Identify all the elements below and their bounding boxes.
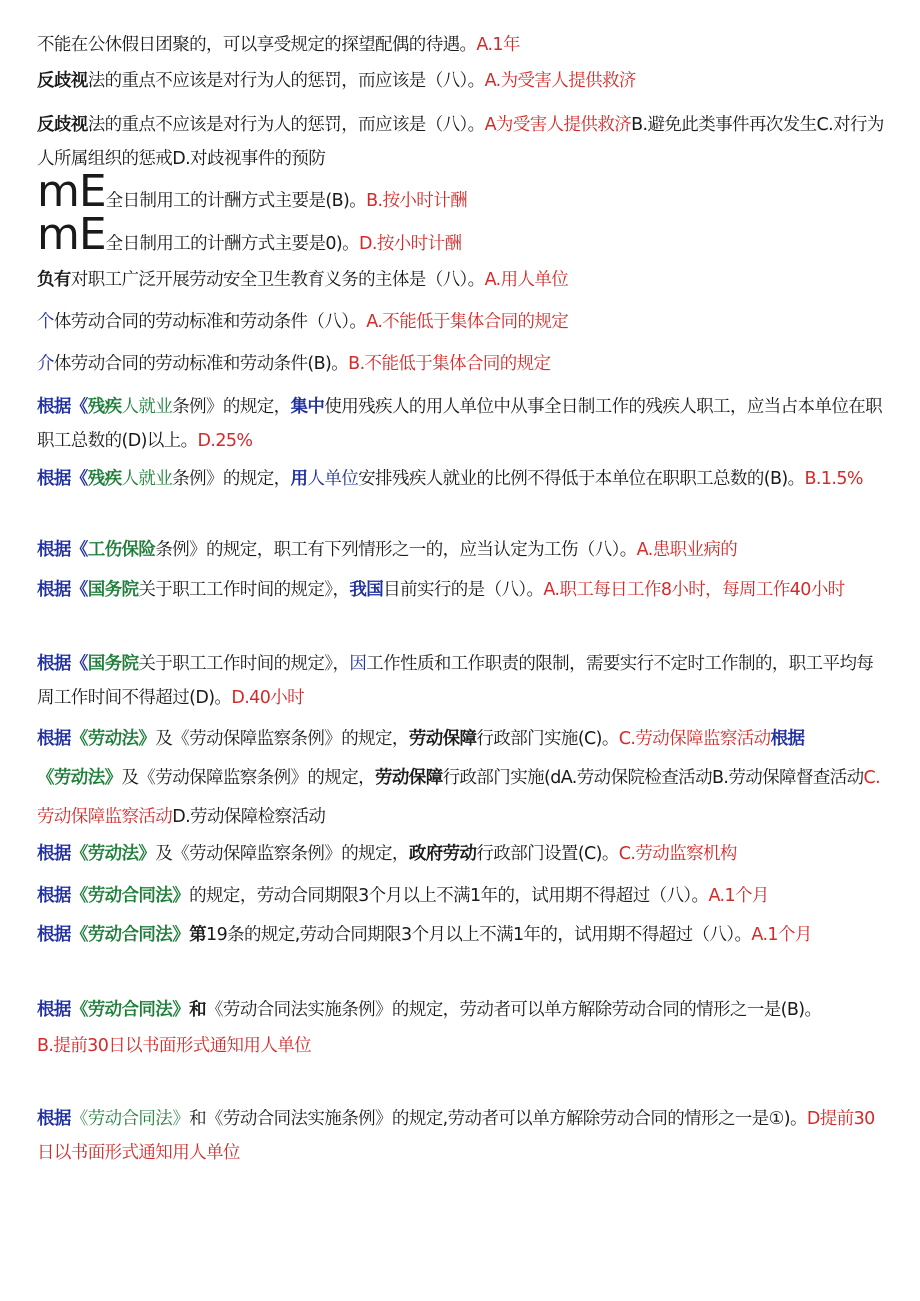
keyword: 根据 [37, 729, 71, 749]
keyword: 根据 [37, 1109, 71, 1129]
law-name: 《劳动合同法》 [70, 1000, 190, 1020]
answer-text: D提前30日以书面形式通知用人单位 [37, 1109, 875, 1163]
question-line [37, 572, 885, 608]
answer-text: A.1个月 [708, 886, 769, 906]
answer-text: A.1个月 [751, 925, 812, 945]
options-text: B.避免此类事件再次发生C.对行为人所属组织的惩戒D.对歧视事件的预防 [37, 115, 884, 169]
answer-text: A.为受害人提供救济 [484, 71, 636, 91]
law-name: 工伤保险 [87, 540, 156, 560]
answer-text: D.25% [197, 431, 253, 451]
question-text: 体劳动合同的劳动标准和劳动条件（八）。 [53, 312, 367, 332]
question-line [37, 917, 885, 953]
question-line [37, 108, 885, 176]
law-name: 残疾 [87, 469, 122, 489]
question-text: 对职工广泛开展劳动安全卫生教育义务的主体是（八）。 [70, 270, 485, 290]
law-name: 《劳动合同法》 [70, 925, 190, 945]
law-name: 《劳动法》 [37, 768, 122, 788]
answer-text: B.不能低于集体合同的规定 [348, 354, 551, 374]
question-text: 关于职工工作时间的规定》， [138, 654, 350, 674]
law-name: 《劳动法》 [70, 729, 156, 749]
question-line [37, 1102, 885, 1170]
answer-text: D.按小时计酬 [359, 234, 462, 254]
keyword: 和 [189, 1000, 207, 1020]
question-line [37, 209, 885, 265]
question-text: 法的重点不应该是对行为人的惩罚，而应该是（八）。 [87, 71, 485, 91]
options-text: 行政部门实施(dA.劳动保院检查活动B.劳动保障督查活动 [442, 768, 864, 788]
question-line [37, 533, 885, 567]
question-text: 体劳动合同的劳动标准和劳动条件(B)。 [53, 354, 349, 374]
keyword: 根据 [37, 925, 71, 945]
answer-text: A.用人单位 [484, 270, 569, 290]
keyword: 根据《 [37, 540, 88, 560]
keyword: 根据 [770, 729, 805, 749]
question-text: 工作性质和工作职责的限制，需要实行不定时工作制的，职工平均每周工作时间不得超过(D)。 [37, 654, 874, 708]
question-text: 关于职工工作时间的规定》， [138, 580, 350, 600]
question-text: 的规定，劳动合同期限3个月以上不满1年的，试用期不得超过（八）。 [189, 886, 709, 906]
keyword: 根据 [37, 1000, 71, 1020]
keyword: 因 [349, 654, 367, 674]
question-text: 条例》的规定， [172, 397, 291, 417]
question-line [37, 720, 885, 837]
answer-text: B.按小时计酬 [366, 191, 468, 211]
question-line [37, 879, 885, 913]
question-line [37, 347, 885, 381]
question-line [37, 28, 885, 62]
question-text: 及《劳动保障监察条例》的规定， [155, 844, 409, 864]
answer-text: C.劳动保障监察活动 [618, 729, 771, 749]
question-text: 全日制用工的计酬方式主要是(B)。 [105, 191, 367, 211]
keyword: 我国 [349, 580, 384, 600]
law-name: 人就业 [121, 397, 173, 417]
keyword: 人单位 [307, 469, 359, 489]
question-text: 19条的规定,劳动合同期限3个月以上不满1年的，试用期不得超过（八）。 [206, 925, 752, 945]
keyword: 根据《 [37, 580, 88, 600]
ocr-artifact: mE [37, 209, 106, 260]
keyword: 劳动保障 [408, 729, 477, 749]
keyword: 用 [290, 469, 308, 489]
answer-text: C.劳动保障监察活动 [37, 768, 881, 827]
options-text: D.劳动保障检察活动 [172, 807, 326, 827]
question-line [37, 647, 885, 715]
question-text: 使用残疾人的用人单位中从事全日制工作的残疾人职工，应当占本单位在职职工总数的(D)以上。 [37, 397, 883, 451]
answer-text: A.不能低于集体合同的规定 [366, 312, 569, 332]
question-text: 条例》的规定，职工有下列情形之一的，应当认定为工伤（八）。 [155, 540, 637, 560]
answer-text: C.劳动监察机构 [618, 844, 737, 864]
keyword: 劳动保障 [375, 768, 443, 788]
law-name: 《劳动法》 [70, 844, 156, 864]
answer-text: A.1年 [476, 35, 520, 55]
law-name: 残疾 [87, 397, 122, 417]
answer-text: A为受害人提供救济 [484, 115, 632, 135]
question-line [37, 263, 885, 297]
keyword: 反歧视 [37, 71, 88, 91]
question-text: 不能在公休假日团聚的，可以享受规定的探望配偶的待遇。 [37, 35, 477, 55]
question-text: 全日制用工的计酬方式主要是0)。 [105, 234, 360, 254]
keyword: 政府劳动 [408, 844, 477, 864]
question-text: 和《劳动合同法实施条例》的规定,劳动者可以单方解除劳动合同的情形之一是①)。 [189, 1109, 807, 1129]
keyword: 根据《 [37, 469, 88, 489]
keyword: 介 [37, 354, 54, 374]
law-name: 《劳动合同法》 [70, 886, 190, 906]
keyword: 根据《 [37, 397, 88, 417]
question-line [37, 390, 885, 458]
question-text: 目前实行的是（八）。 [383, 580, 544, 600]
question-text: 行政部门实施(C)。 [476, 729, 619, 749]
question-text: 及《劳动保障监察条例》的规定， [121, 768, 375, 788]
ocr-artifact: mE [37, 166, 106, 217]
question-text: 及《劳动保障监察条例》的规定， [155, 729, 409, 749]
question-line [37, 992, 885, 1064]
question-text: 《劳动合同法实施条例》的规定，劳动者可以单方解除劳动合同的情形之一是(B)。 [206, 1000, 822, 1020]
law-name: 国务院 [87, 580, 139, 600]
question-text: 行政部门设置(C)。 [476, 844, 619, 864]
question-line [37, 305, 885, 339]
keyword: 第 [189, 925, 207, 945]
keyword: 负有 [37, 270, 71, 290]
question-text: 安排残疾人就业的比例不得低于本单位在职职工总数的(B)。 [358, 469, 805, 489]
question-line [37, 64, 885, 98]
keyword: 集中 [290, 397, 325, 417]
law-name: 国务院 [87, 654, 139, 674]
question-text: 法的重点不应该是对行为人的惩罚，而应该是（八）。 [87, 115, 485, 135]
question-line [37, 462, 885, 496]
keyword: 根据《 [37, 654, 88, 674]
answer-text: B.提前30日以书面形式通知用人单位 [37, 1036, 312, 1056]
law-name: 《劳动合同法》 [70, 1109, 190, 1129]
keyword: 反歧视 [37, 115, 88, 135]
question-line [37, 837, 885, 871]
answer-text: A.职工每日工作8小时，每周工作40小时 [543, 580, 845, 600]
question-text: 条例》的规定， [172, 469, 291, 489]
keyword: 根据 [37, 844, 71, 864]
law-name: 人就业 [121, 469, 173, 489]
answer-text: B.1.5% [804, 469, 863, 489]
keyword: 个 [37, 312, 54, 332]
keyword: 根据 [37, 886, 71, 906]
answer-text: A.患职业病的 [636, 540, 738, 560]
answer-text: D.40小时 [231, 688, 305, 708]
